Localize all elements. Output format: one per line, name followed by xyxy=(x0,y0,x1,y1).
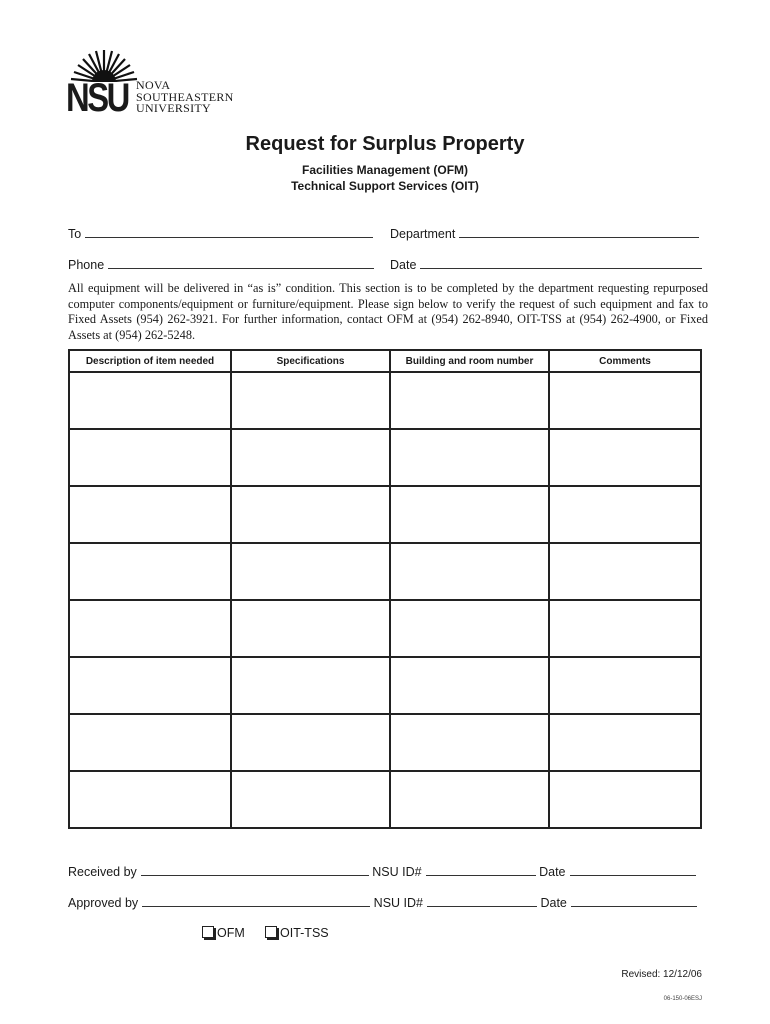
table-cell[interactable] xyxy=(390,486,549,543)
items-table xyxy=(68,349,702,829)
header-building-room: Building and room number xyxy=(390,350,549,372)
table-cell[interactable] xyxy=(69,543,231,600)
received-by-line[interactable] xyxy=(141,863,369,876)
table-cell[interactable] xyxy=(231,714,390,771)
received-by-label: Received by xyxy=(68,865,137,879)
oit-tss-checkbox[interactable] xyxy=(265,926,277,938)
approved-date-label: Date xyxy=(540,896,567,910)
table-row xyxy=(69,486,701,543)
received-date-label: Date xyxy=(539,865,566,879)
received-date-line[interactable] xyxy=(570,863,696,876)
form-code: 06-150-06ESJ xyxy=(663,996,702,1002)
table-cell[interactable] xyxy=(231,372,390,429)
table-cell[interactable] xyxy=(390,429,549,486)
logo-word: NOVA xyxy=(136,78,171,92)
table-cell[interactable] xyxy=(390,543,549,600)
department-field[interactable] xyxy=(390,225,699,241)
table-cell[interactable] xyxy=(549,543,701,600)
table-cell[interactable] xyxy=(549,372,701,429)
table-row xyxy=(69,543,701,600)
table-cell[interactable] xyxy=(390,714,549,771)
table-cell[interactable] xyxy=(69,714,231,771)
received-nsu-id-label: NSU ID# xyxy=(372,865,422,879)
table-cell[interactable] xyxy=(390,771,549,828)
table-cell[interactable] xyxy=(549,771,701,828)
table-row xyxy=(69,771,701,828)
department-line[interactable] xyxy=(459,225,699,238)
approved-by-line[interactable] xyxy=(142,894,370,907)
approved-by-label: Approved by xyxy=(68,896,139,910)
to-line[interactable] xyxy=(85,225,373,238)
subtitle-oit: Technical Support Services (OIT) xyxy=(291,179,479,193)
table-cell[interactable] xyxy=(231,657,390,714)
item-rows xyxy=(69,372,701,828)
oit-tss-label: OIT-TSS xyxy=(280,926,329,940)
table-cell[interactable] xyxy=(69,657,231,714)
revised-date: Revised: 12/12/06 xyxy=(621,969,702,980)
received-row xyxy=(68,863,696,879)
header-specifications: Specifications xyxy=(231,350,390,372)
phone-field[interactable] xyxy=(68,256,374,272)
logo-word: UNIVERSITY xyxy=(136,101,211,115)
table-row xyxy=(69,600,701,657)
table-cell[interactable] xyxy=(549,486,701,543)
notice-text: All equipment will be delivered in “as is” condition. This section is to be completed by the department requesting repurposed computer components/equipment or furniture/equipment. Please sign below to verify the request of such equipment and fax to Fixed Assets (954) 262-3921. For further information, contact OFM at (954) 262-8940, OIT-TSS at (954) 262-4900, or Fixed Assets at (954) 262-5248. xyxy=(68,281,708,342)
table-cell[interactable] xyxy=(69,486,231,543)
table-cell[interactable] xyxy=(231,486,390,543)
table-cell[interactable] xyxy=(231,600,390,657)
table-cell[interactable] xyxy=(231,429,390,486)
option-oit-tss[interactable] xyxy=(265,926,329,940)
table-row xyxy=(69,429,701,486)
table-cell[interactable] xyxy=(69,429,231,486)
page-title: Request for Surplus Property xyxy=(245,133,525,155)
approved-nsu-id-label: NSU ID# xyxy=(373,896,423,910)
nsu-logo xyxy=(66,48,246,120)
received-nsu-id-line[interactable] xyxy=(426,863,536,876)
table-row xyxy=(69,657,701,714)
logo-letters: NSU xyxy=(66,76,128,120)
header-comments: Comments xyxy=(549,350,701,372)
table-cell[interactable] xyxy=(549,657,701,714)
table-header-row xyxy=(69,350,701,372)
table-cell[interactable] xyxy=(390,372,549,429)
ofm-label: OFM xyxy=(217,926,245,940)
option-ofm[interactable] xyxy=(202,926,245,940)
table-cell[interactable] xyxy=(69,771,231,828)
table-cell[interactable] xyxy=(390,657,549,714)
table-row xyxy=(69,372,701,429)
table-cell[interactable] xyxy=(231,543,390,600)
logo-wordmark xyxy=(136,80,234,115)
table-cell[interactable] xyxy=(549,714,701,771)
ofm-checkbox[interactable] xyxy=(202,926,214,938)
phone-line[interactable] xyxy=(108,256,374,269)
to-label: To xyxy=(68,227,82,241)
table-cell[interactable] xyxy=(69,600,231,657)
date-line[interactable] xyxy=(420,256,702,269)
header-description: Description of item needed xyxy=(69,350,231,372)
date-label: Date xyxy=(390,258,417,272)
phone-label: Phone xyxy=(68,258,105,272)
table-cell[interactable] xyxy=(231,771,390,828)
approved-nsu-id-line[interactable] xyxy=(427,894,537,907)
approved-date-line[interactable] xyxy=(571,894,697,907)
table-cell[interactable] xyxy=(69,372,231,429)
approved-row xyxy=(68,894,697,910)
department-label: Department xyxy=(390,227,456,241)
table-cell[interactable] xyxy=(390,600,549,657)
logo-word: SOUTHEASTERN xyxy=(136,89,234,104)
table-cell[interactable] xyxy=(549,429,701,486)
to-field[interactable] xyxy=(68,225,373,241)
date-field[interactable] xyxy=(390,256,702,272)
subtitle-ofm: Facilities Management (OFM) xyxy=(301,163,469,177)
table-cell[interactable] xyxy=(549,600,701,657)
table-row xyxy=(69,714,701,771)
